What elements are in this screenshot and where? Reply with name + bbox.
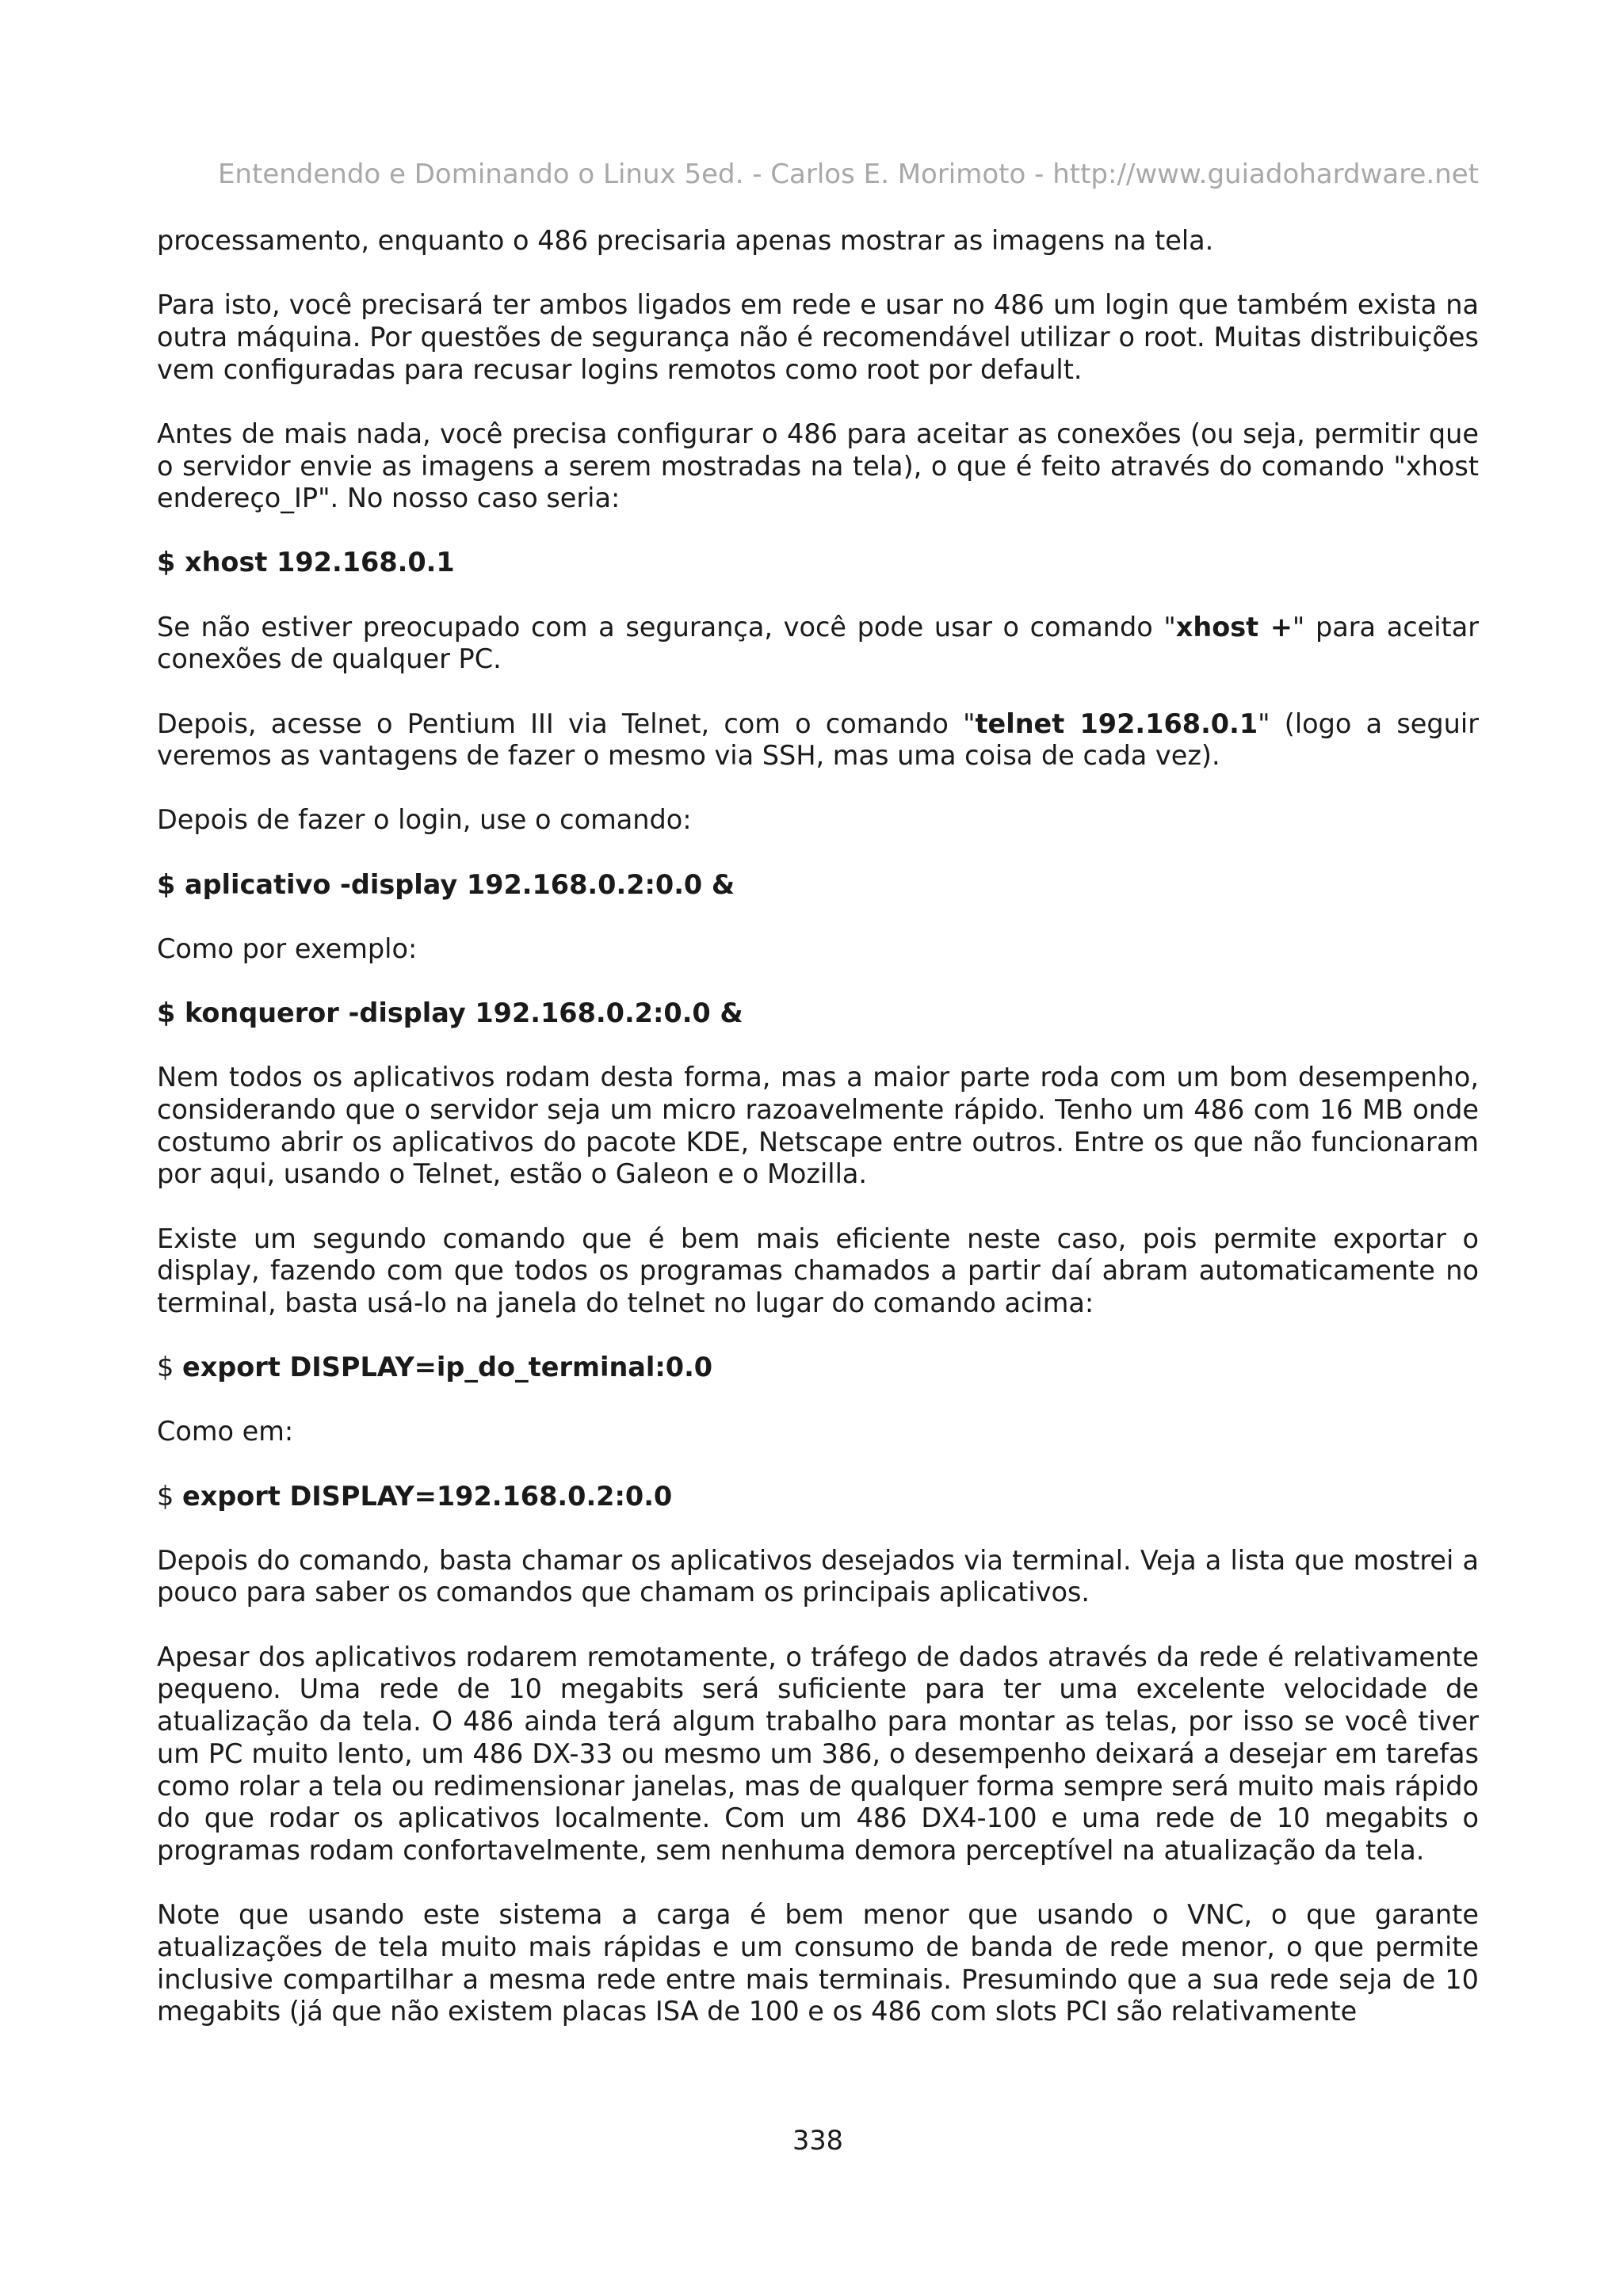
paragraph-6: Depois de fazer o login, use o comando: <box>157 804 692 836</box>
command-export-generic-text: export DISPLAY=ip_do_terminal:0.0 <box>181 1352 713 1383</box>
command-export-generic <box>157 1352 1479 1384</box>
paragraph-8: Nem todos os aplicativos rodam desta forma, mas a maior parte roda com um bom desempenho, considerando que o servidor seja um micro razoavelmente rápido. Tenho um 486 com 16 MB onde costumo abrir os aplicativos do pacote KDE, Netscape entre outros. Entre os que não funcionaram por aqui, usando o Telnet, estão o Galeon e o Mozilla. <box>157 1062 1479 1190</box>
paragraph-5-start: Depois, acesse o Pentium III via Telnet, com o comando " <box>157 707 976 739</box>
document-page <box>157 0 1479 2296</box>
page-number: 338 <box>792 2125 843 2156</box>
paragraph-1: processamento, enquanto o 486 precisaria apenas mostrar as imagens na tela. <box>157 225 1214 256</box>
page-body <box>157 225 1479 2060</box>
command-aplicativo <box>157 869 1479 902</box>
command-xhost <box>157 547 1479 579</box>
paragraph-12: Apesar dos aplicativos rodarem remotamente, o tráfego de dados através da rede é relativamente pequeno. Uma rede de 10 megabits será suficiente para ter uma excelente velocidade de atualização da tela. O 486 ainda terá algum trabalho para montar as telas, por isso se você tiver um PC muito lento, um 486 DX-33 ou mesmo um 386, o desempenho deixará a desejar em tarefas como rolar a tela ou redimensionar janelas, mas de qualquer forma sempre será muito mais rápido do que rodar os aplicativos localmente. Com um 486 DX4-100 e uma rede de 10 megabits o programas rodam confortavelmente, sem nenhuma demora perceptível na atualização da tela. <box>157 1641 1479 1866</box>
command-xhost-text: $ xhost 192.168.0.1 <box>157 547 455 578</box>
paragraph-5-end: " (logo a seguir veremos as vantagens de fazer o mesmo via SSH, mas uma coisa de cada vez). <box>157 707 1479 772</box>
running-header: Entendendo e Dominando o Linux 5ed. - Carlos E. Morimoto - http://www.guiadohardware.net <box>217 158 1479 190</box>
paragraph-4-end: " para aceitar conexões de qualquer PC. <box>157 611 1479 675</box>
paragraph-3: Antes de mais nada, você precisa configurar o 486 para aceitar as conexões (ou seja, permitir que o servidor envie as imagens a serem mostradas na tela), o que é feito através do comando "xhost endereço_IP". No nosso caso seria: <box>157 418 1479 514</box>
paragraph-11: Depois do comando, basta chamar os aplicativos desejados via terminal. Veja a lista que mostrei a pouco para saber os comandos que chamam os principais aplicativos. <box>157 1544 1479 1608</box>
paragraph-4-start: Se não estiver preocupado com a segurança, você pode usar o comando " <box>157 611 1176 643</box>
paragraph-13: Note que usando este sistema a carga é bem menor que usando o VNC, o que garante atualizações de tela muito mais rápidas e um consumo de banda de rede menor, o que permite inclusive compartilhar a mesma rede entre mais terminais. Presumindo que a sua rede seja de 10 megabits (já que não existem placas ISA de 100 e os 486 com slots PCI são relativamente <box>157 1899 1479 2027</box>
command-konqueror-text: $ konqueror -display 192.168.0.2:0.0 & <box>157 997 743 1029</box>
command-export-ip-prompt: $ <box>157 1480 182 1512</box>
paragraph-2: Para isto, você precisará ter ambos ligados em rede e usar no 486 um login que também exista na outra máquina. Por questões de segurança não é recomendável utilizar o root. Muitas distribuições vem configuradas para recusar logins remotos como root por default. <box>157 289 1479 385</box>
command-aplicativo-text: $ aplicativo -display 192.168.0.2:0.0 & <box>157 868 735 900</box>
paragraph-9: Existe um segundo comando que é bem mais eficiente neste caso, pois permite exportar o display, fazendo com que todos os programas chamados a partir daí abram automaticamente no terminal, basta usá-lo na janela do telnet no lugar do comando acima: <box>157 1222 1479 1318</box>
paragraph-4 <box>157 612 1479 676</box>
paragraph-5 <box>157 708 1479 772</box>
command-export-ip <box>157 1481 1479 1513</box>
command-konqueror <box>157 997 1479 1030</box>
paragraph-7: Como por exemplo: <box>157 933 418 964</box>
paragraph-4-bold: xhost + <box>1175 611 1293 643</box>
command-export-generic-prompt: $ <box>157 1352 182 1383</box>
paragraph-10: Como em: <box>157 1416 294 1447</box>
command-export-ip-text: export DISPLAY=192.168.0.2:0.0 <box>181 1480 673 1512</box>
paragraph-5-bold: telnet 192.168.0.1 <box>975 707 1258 739</box>
